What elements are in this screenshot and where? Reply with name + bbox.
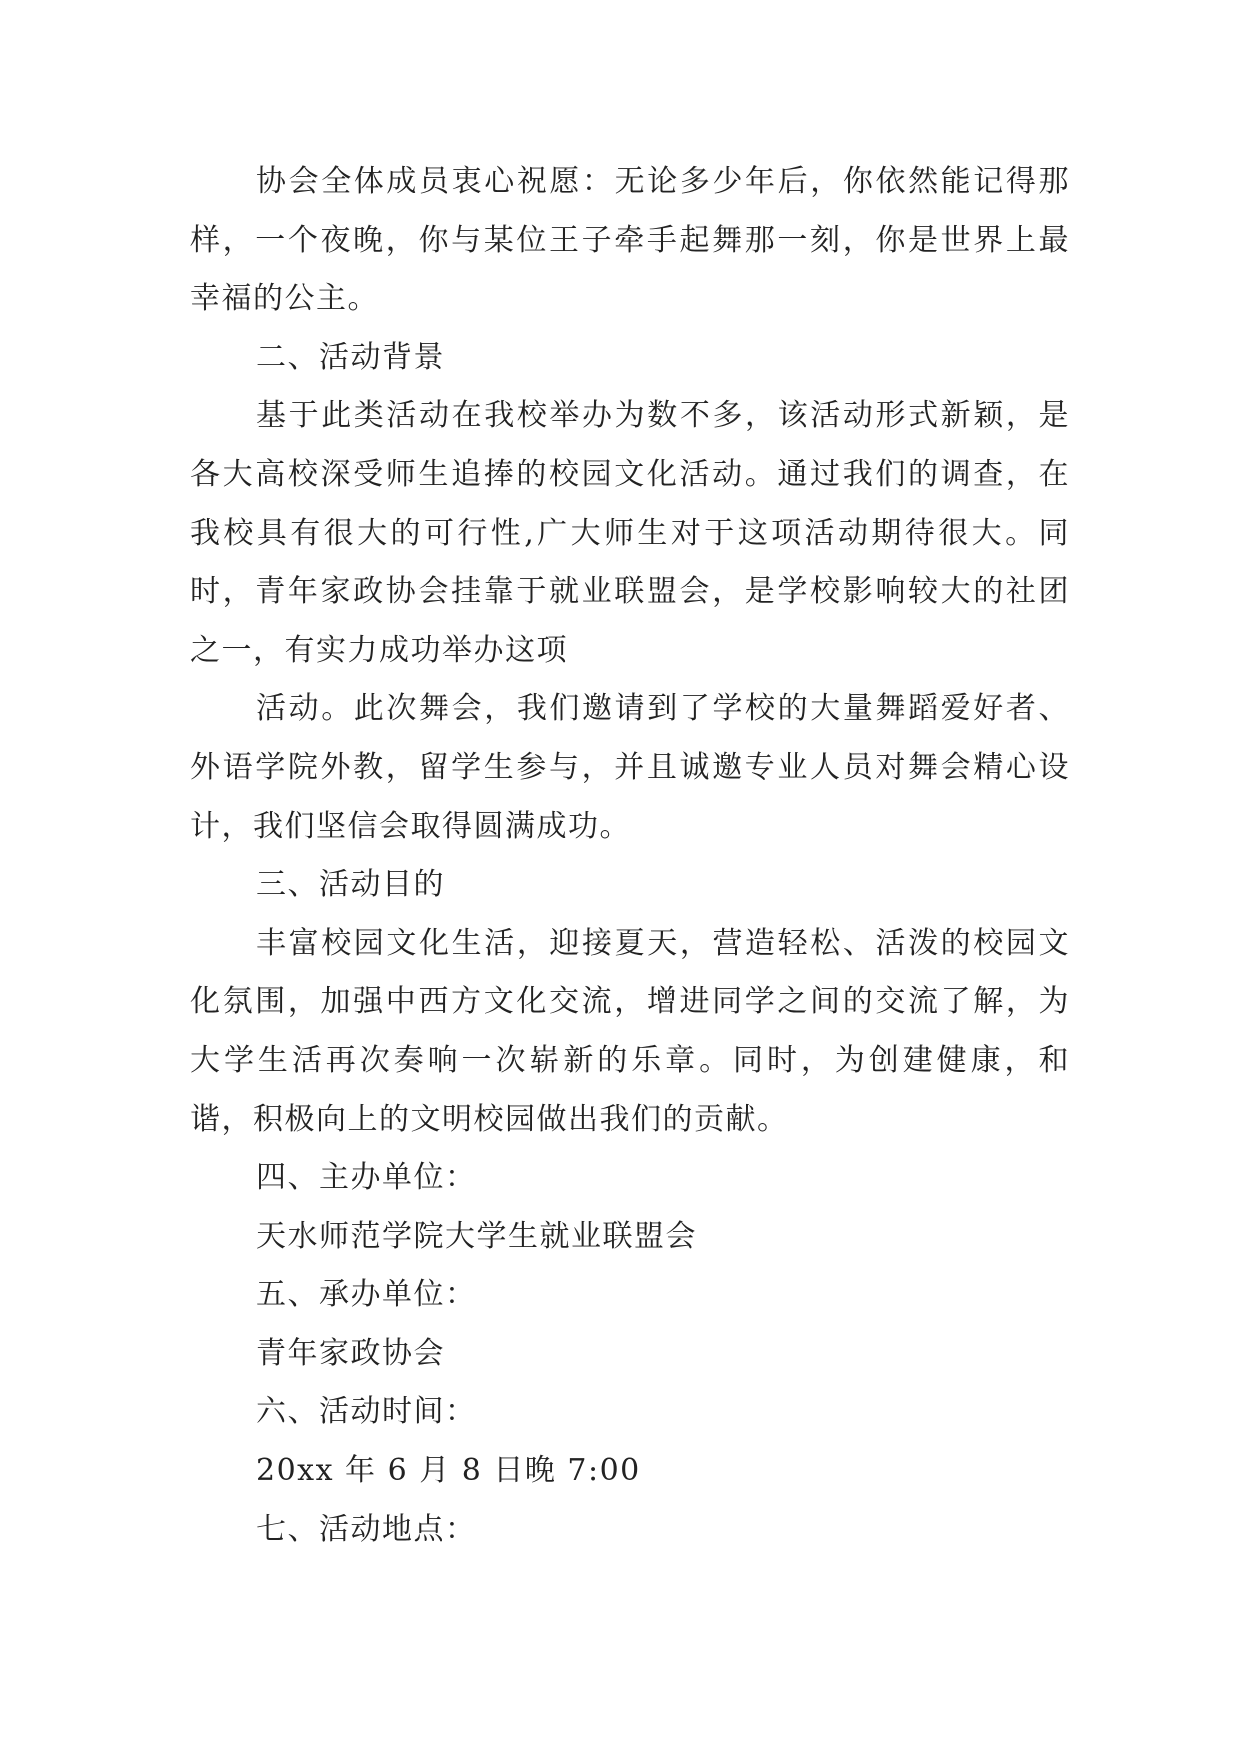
background-heading: 二、活动背景 bbox=[256, 339, 445, 375]
purpose-heading: 三、活动目的 bbox=[256, 867, 445, 903]
organizer-text: 青年家政协会 bbox=[256, 1335, 445, 1371]
purpose-paragraph: 丰富校园文化生活，迎接夏天，营造轻松、活泼的校园文化氛围，加强中西方文化交流，增进同学之间的交流了解，为大学生活再次奏响一次崭新的乐章。同时，为创建健康，和谐，积极向上的文明校园做出我们的贡献。 bbox=[190, 925, 1070, 1137]
background-paragraph-2: 活动。此次舞会，我们邀请到了学校的大量舞蹈爱好者、外语学院外教，留学生参与，并且诚邀专业人员对舞会精心设计，我们坚信会取得圆满成功。 bbox=[190, 691, 1070, 844]
organizer-heading: 五、承办单位： bbox=[256, 1277, 477, 1313]
background-paragraph-1: 基于此类活动在我校举办为数不多，该活动形式新颖，是各大高校深受师生追捧的校园文化活动。通过我们的调查，在我校具有很大的可行性,广大师生对于这项活动期待很大。同时，青年家政协会挂靠于就业联盟会，是学校影响较大的社团之一，有实力成功举办这项 bbox=[190, 398, 1070, 668]
host-heading: 四、主办单位： bbox=[256, 1160, 477, 1196]
wishes-paragraph: 协会全体成员衷心祝愿：无论多少年后，你依然能记得那样，一个夜晚，你与某位王子牵手起舞那一刻，你是世界上最幸福的公主。 bbox=[190, 164, 1070, 317]
time-heading: 六、活动时间： bbox=[256, 1394, 477, 1430]
document-body bbox=[190, 153, 1070, 1559]
host-text: 天水师范学院大学生就业联盟会 bbox=[256, 1218, 697, 1254]
time-text: 20xx 年 6 月 8 日晚 7:00 bbox=[256, 1453, 641, 1489]
location-heading: 七、活动地点： bbox=[256, 1511, 477, 1547]
